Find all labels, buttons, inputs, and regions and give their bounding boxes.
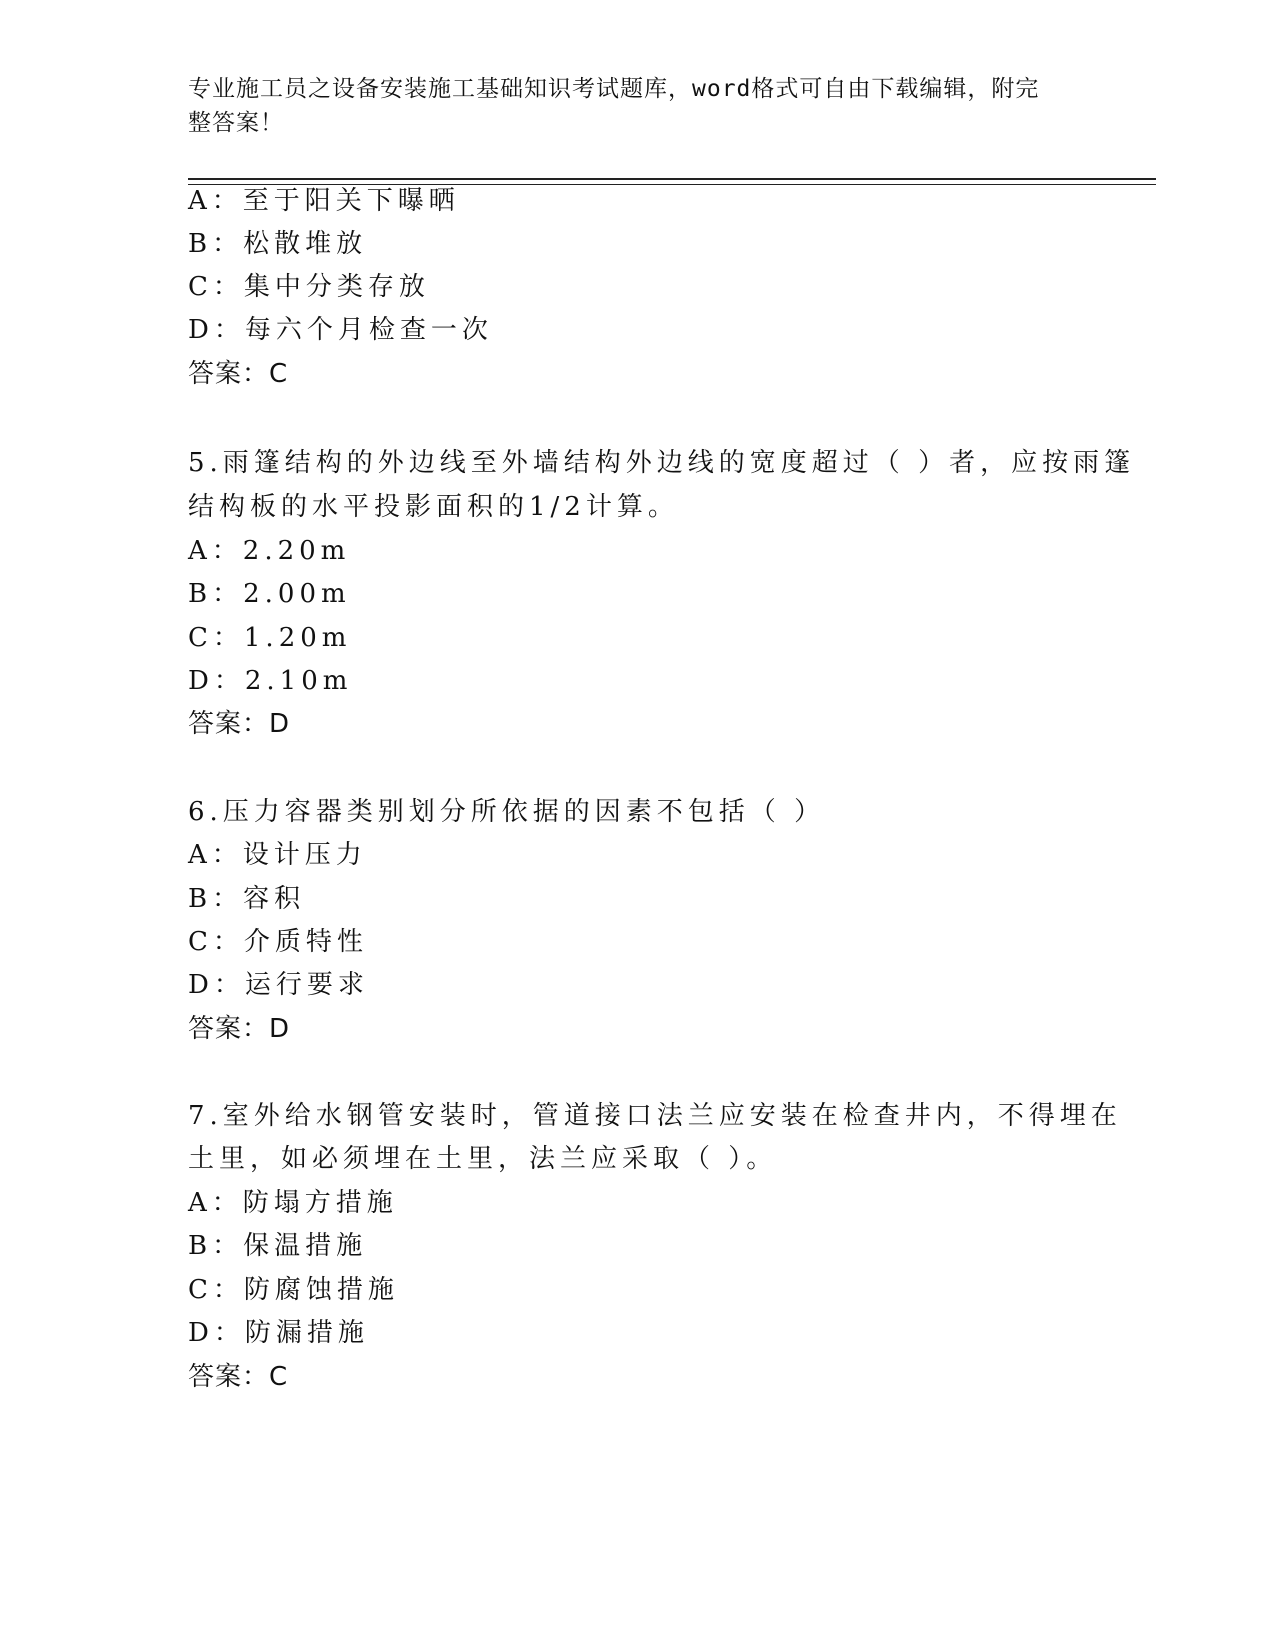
q7-question-line-1: 7.室外给水钢管安装时，管道接口法兰应安装在检查井内，不得埋在 — [188, 1101, 1122, 1131]
q4-option-c: C：集中分类存放 — [188, 272, 430, 302]
q4-answer: 答案：C — [188, 359, 289, 389]
q6-option-d: D：运行要求 — [188, 970, 369, 1000]
q5-option-d: D：2.10m — [188, 666, 353, 696]
q7-answer: 答案：C — [188, 1362, 289, 1392]
q5-option-c: C：1.20m — [188, 623, 352, 653]
q5-option-b: B：2.00m — [188, 579, 351, 609]
header-divider-thick — [188, 178, 1156, 180]
q4-option-b: B：松散堆放 — [188, 229, 368, 259]
q7-option-a: A：防塌方措施 — [188, 1188, 398, 1218]
header-line-2: 整答案！ — [188, 110, 284, 136]
q6-option-b: B：容积 — [188, 884, 306, 914]
document-header — [188, 72, 1088, 140]
q6-option-c: C：介质特性 — [188, 927, 368, 957]
q5-question-line-1: 5.雨篷结构的外边线至外墙结构外边线的宽度超过（ ）者，应按雨篷 — [188, 448, 1136, 478]
header-line-1: 专业施工员之设备安装施工基础知识考试题库，word格式可自由下载编辑，附完 — [188, 76, 1040, 102]
q5-question-line-2: 结构板的水平投影面积的1/2计算。 — [188, 492, 679, 522]
q7-option-c: C：防腐蚀措施 — [188, 1275, 399, 1305]
q4-option-a: A：至于阳关下曝晒 — [188, 186, 460, 216]
q5-option-a: A：2.20m — [188, 536, 351, 566]
q6-option-a: A：设计压力 — [188, 840, 367, 870]
q7-option-b: B：保温措施 — [188, 1231, 368, 1261]
q7-question-line-2: 土里，如必须埋在土里，法兰应采取（ ）。 — [188, 1144, 778, 1174]
q7-option-d: D：防漏措施 — [188, 1318, 369, 1348]
q5-answer: 答案：D — [188, 709, 291, 739]
q6-answer: 答案：D — [188, 1014, 291, 1044]
q6-question-line-1: 6.压力容器类别划分所依据的因素不包括（ ） — [188, 797, 826, 827]
q4-option-d: D：每六个月检查一次 — [188, 315, 493, 345]
